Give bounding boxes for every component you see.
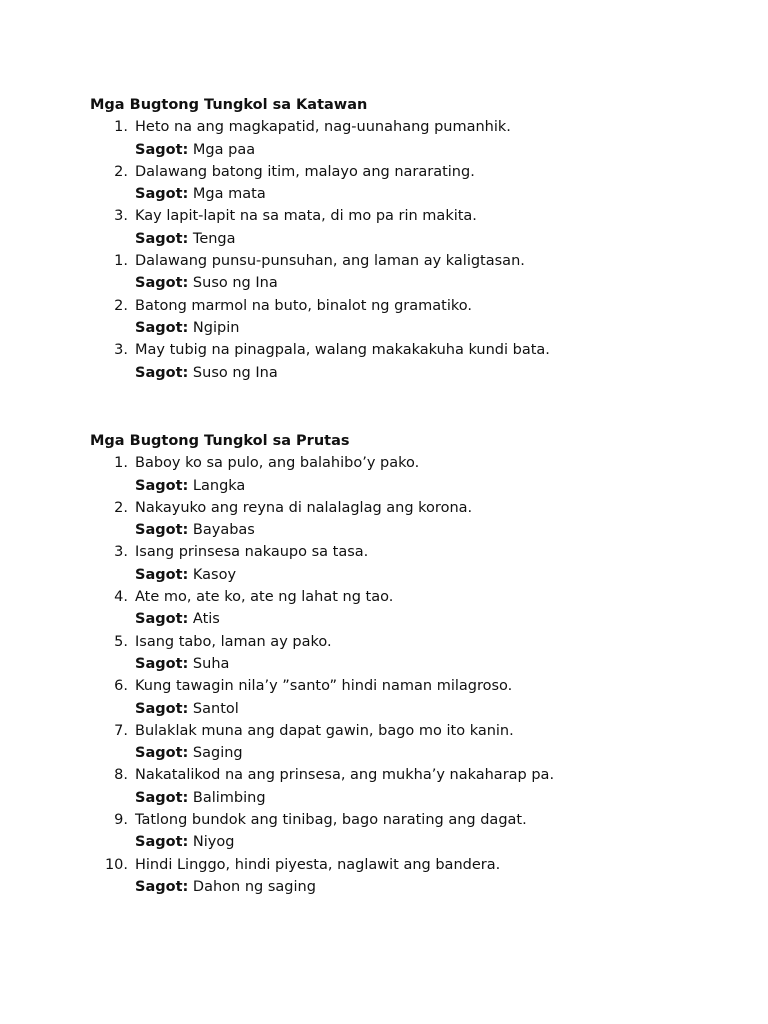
riddle-answer bbox=[90, 139, 730, 161]
answer-label: Sagot: bbox=[135, 700, 189, 717]
item-number: 5. bbox=[114, 633, 128, 650]
item-number: 3. bbox=[114, 208, 128, 225]
riddle-item bbox=[90, 339, 730, 384]
answer-text: Bayabas bbox=[188, 522, 255, 539]
section-prutas bbox=[90, 430, 730, 898]
answer-label: Sagot: bbox=[135, 141, 189, 158]
riddle-item bbox=[90, 497, 730, 542]
riddle-question: Tatlong bundok ang tinibag, bago narating ang dagat. bbox=[135, 812, 527, 829]
riddle-answer bbox=[90, 519, 730, 541]
answer-label: Sagot: bbox=[135, 745, 189, 762]
answer-label: Sagot: bbox=[135, 878, 189, 895]
riddle-item bbox=[90, 452, 730, 497]
riddle-question: Kung tawagin nila’y ”santo” hindi naman milagroso. bbox=[135, 678, 513, 695]
riddle-item bbox=[90, 720, 730, 765]
riddle-question: Heto na ang magkapatid, nag-uunahang pumanhik. bbox=[135, 119, 511, 136]
riddle-question: Kay lapit-lapit na sa mata, di mo pa rin makita. bbox=[135, 208, 477, 225]
answer-text: Langka bbox=[188, 477, 246, 494]
riddle-list bbox=[90, 452, 730, 898]
riddle-item bbox=[90, 541, 730, 586]
riddle-item bbox=[90, 764, 730, 809]
item-number: 1. bbox=[114, 455, 128, 472]
riddle-answer bbox=[90, 876, 730, 898]
answer-text: Niyog bbox=[188, 834, 235, 851]
answer-text: Tenga bbox=[188, 230, 236, 247]
riddle-answer bbox=[90, 698, 730, 720]
answer-text: Atis bbox=[188, 611, 220, 628]
answer-label: Sagot: bbox=[135, 364, 189, 381]
riddle-answer bbox=[90, 787, 730, 809]
item-number: 2. bbox=[114, 499, 128, 516]
riddle-answer bbox=[90, 362, 730, 384]
answer-text: Kasoy bbox=[188, 566, 237, 583]
riddle-answer bbox=[90, 742, 730, 764]
answer-text: Mga paa bbox=[188, 141, 256, 158]
answer-label: Sagot: bbox=[135, 186, 189, 203]
riddle-answer bbox=[90, 653, 730, 675]
answer-text: Suso ng Ina bbox=[188, 364, 278, 381]
answer-text: Dahon ng saging bbox=[188, 878, 316, 895]
item-number: 3. bbox=[114, 544, 128, 561]
riddle-question: Batong marmol na buto, binalot ng gramatiko. bbox=[135, 297, 472, 314]
answer-label: Sagot: bbox=[135, 834, 189, 851]
item-number: 3. bbox=[114, 342, 128, 359]
riddle-question: May tubig na pinagpala, walang makakakuha kundi bata. bbox=[135, 342, 550, 359]
item-number: 7. bbox=[114, 722, 128, 739]
item-number: 9. bbox=[114, 812, 128, 829]
riddle-question: Dalawang batong itim, malayo ang nararating. bbox=[135, 163, 475, 180]
riddle-item bbox=[90, 116, 730, 161]
section-katawan bbox=[90, 94, 730, 384]
riddle-question: Isang prinsesa nakaupo sa tasa. bbox=[135, 544, 369, 561]
riddle-list bbox=[90, 116, 730, 384]
item-number: 6. bbox=[114, 678, 128, 695]
item-number: 1. bbox=[114, 253, 128, 270]
item-number: 2. bbox=[114, 163, 128, 180]
riddle-item bbox=[90, 586, 730, 631]
answer-label: Sagot: bbox=[135, 789, 189, 806]
riddle-answer bbox=[90, 475, 730, 497]
section-heading: Mga Bugtong Tungkol sa Katawan bbox=[90, 97, 368, 113]
answer-text: Saging bbox=[188, 745, 243, 762]
riddle-answer bbox=[90, 183, 730, 205]
answer-label: Sagot: bbox=[135, 477, 189, 494]
riddle-item bbox=[90, 675, 730, 720]
riddle-question: Nakatalikod na ang prinsesa, ang mukha’y nakaharap pa. bbox=[135, 767, 555, 784]
item-number: 4. bbox=[114, 589, 128, 606]
riddle-item bbox=[90, 161, 730, 206]
riddle-item bbox=[90, 250, 730, 295]
riddle-answer bbox=[90, 272, 730, 294]
riddle-item bbox=[90, 809, 730, 854]
answer-text: Suso ng Ina bbox=[188, 275, 278, 292]
riddle-answer bbox=[90, 608, 730, 630]
item-number: 2. bbox=[114, 297, 128, 314]
answer-text: Suha bbox=[188, 655, 230, 672]
answer-label: Sagot: bbox=[135, 566, 189, 583]
answer-label: Sagot: bbox=[135, 275, 189, 292]
answer-label: Sagot: bbox=[135, 319, 189, 336]
riddle-question: Baboy ko sa pulo, ang balahibo’y pako. bbox=[135, 455, 420, 472]
riddle-question: Dalawang punsu-punsuhan, ang laman ay kaligtasan. bbox=[135, 253, 525, 270]
riddle-answer bbox=[90, 228, 730, 250]
item-number: 10. bbox=[104, 856, 128, 873]
riddle-item bbox=[90, 854, 730, 899]
answer-label: Sagot: bbox=[135, 655, 189, 672]
riddle-item bbox=[90, 205, 730, 250]
riddle-item bbox=[90, 295, 730, 340]
riddle-answer bbox=[90, 317, 730, 339]
riddle-question: Isang tabo, laman ay pako. bbox=[135, 633, 332, 650]
item-number: 1. bbox=[114, 119, 128, 136]
riddle-question: Hindi Linggo, hindi piyesta, naglawit ang bandera. bbox=[135, 856, 501, 873]
riddle-question: Ate mo, ate ko, ate ng lahat ng tao. bbox=[135, 589, 394, 606]
answer-label: Sagot: bbox=[135, 522, 189, 539]
answer-text: Santol bbox=[188, 700, 239, 717]
riddle-item bbox=[90, 631, 730, 676]
riddle-question: Nakayuko ang reyna di nalalaglag ang korona. bbox=[135, 499, 473, 516]
riddle-answer bbox=[90, 831, 730, 853]
answer-label: Sagot: bbox=[135, 611, 189, 628]
answer-text: Mga mata bbox=[188, 186, 266, 203]
answer-text: Ngipin bbox=[188, 319, 240, 336]
riddle-answer bbox=[90, 564, 730, 586]
riddle-question: Bulaklak muna ang dapat gawin, bago mo ito kanin. bbox=[135, 722, 514, 739]
answer-text: Balimbing bbox=[188, 789, 266, 806]
answer-label: Sagot: bbox=[135, 230, 189, 247]
item-number: 8. bbox=[114, 767, 128, 784]
section-heading: Mga Bugtong Tungkol sa Prutas bbox=[90, 433, 350, 449]
